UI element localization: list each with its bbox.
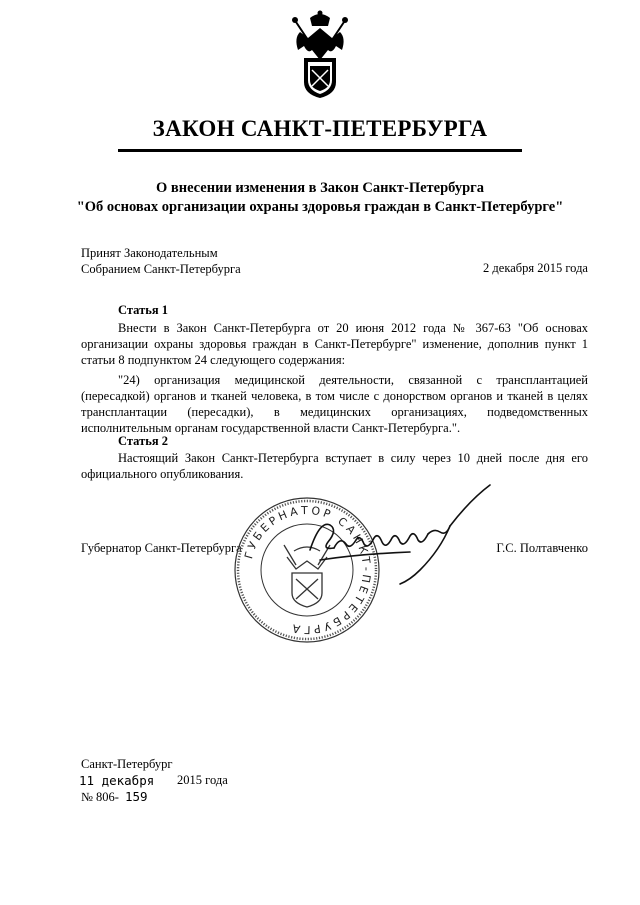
law-number-prefix: № 806- [81,790,119,804]
adoption-date: 2 декабря 2015 года [483,261,588,275]
law-heading: ЗАКОН САНКТ-ПЕТЕРБУРГА [152,116,488,141]
signing-place: Санкт-Петербург [81,757,173,771]
signing-date-day-month: 11 декабря [79,773,155,788]
adoption-line-2: Собранием Санкт-Петербурга [81,262,241,276]
governor-signature [300,480,500,590]
heading-rule [118,149,522,152]
seal-text: ГУБЕРНАТОР САНКТ-ПЕТЕРБУРГА [242,503,374,637]
article-1-body [81,320,588,368]
coat-of-arms-icon [290,10,350,100]
article-2-text: Настоящий Закон Санкт-Петербурга вступает в силу через 10 дней после дня его официального опубликования. [81,451,588,481]
law-number-value: 159 [125,789,148,804]
article-1-quote [81,372,588,436]
law-title-line-2: "Об основах организации охраны здоровья граждан в Санкт-Петербурге" [76,199,564,215]
governor-name: Г.С. Полтавченко [496,541,588,555]
article-2-title: Статья 2 [118,434,168,448]
law-title-line-1: О внесении изменения в Закон Санкт-Петербурга [155,180,484,196]
governor-label: Губернатор Санкт-Петербурга [81,541,242,555]
article-1-quote-text: "24) организация медицинской деятельности, связанной с трансплантацией (пересадкой) органов и тканей человека, в том числе с донорством органов и тканей в целях трансплантации (пересадки), в медицинских организациях, подведомственных исполнительным органам государственной власти Санкт-Петербурга.". [81,373,588,435]
signing-date-year: 2015 года [177,773,228,787]
article-1-title: Статья 1 [118,303,168,317]
article-1-text: Внести в Закон Санкт-Петербурга от 20 июня 2012 года № 367-63 "Об основах организации охраны здоровья граждан в Санкт-Петербурге" изменение, дополнив пункт 1 статьи 8 подпунктом 24 следующего содержания: [81,321,588,367]
article-2-body [81,450,588,482]
adoption-note [81,245,341,277]
adoption-line-1: Принят Законодательным [81,246,218,260]
